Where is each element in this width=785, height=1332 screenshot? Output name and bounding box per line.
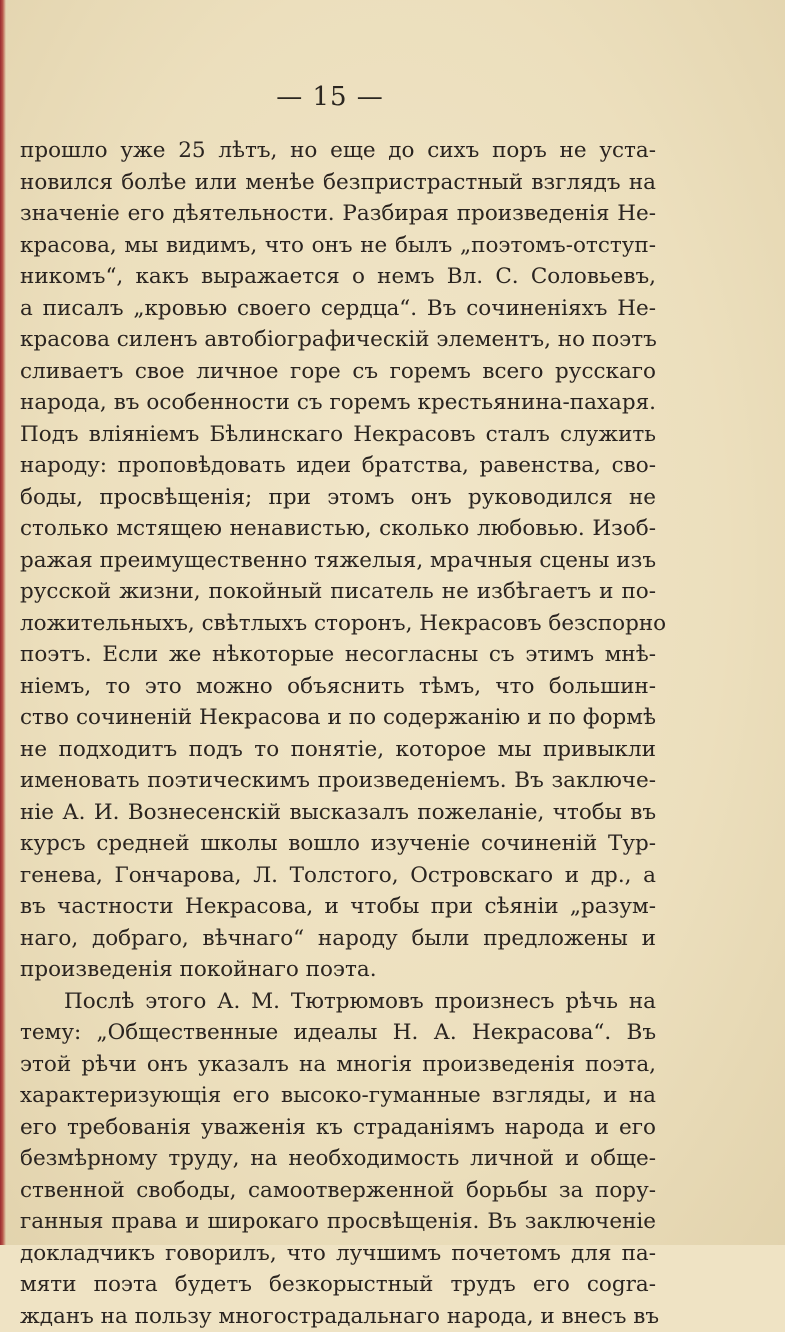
text-line: его требованія уваженія къ страданіямъ народа и его (20, 1112, 656, 1144)
text-line: ражая преимущественно тяжелыя, мрачныя сцены изъ (20, 545, 656, 577)
text-line: въ частности Некрасова, и чтобы при сѣяніи „разум- (20, 891, 656, 923)
text-line: произведенія покойнаго поэта. (20, 954, 656, 986)
text-line: именовать поэтическимъ произведеніемъ. Въ заключе- (20, 765, 656, 797)
text-line: красова силенъ автобіографическій элементъ, но поэтъ (20, 324, 656, 356)
page-number: — 15 — (0, 82, 660, 112)
text-line: не подходитъ подъ то понятіе, которое мы привыкли (20, 734, 656, 766)
text-line: ство сочиненій Некрасова и по содержанію и по формѣ (20, 702, 656, 734)
text-line: ственной свободы, самоотверженной борьбы за пору- (20, 1175, 656, 1207)
text-line: ложительныхъ, свѣтлыхъ сторонъ, Некрасовъ безспорно (20, 608, 656, 640)
text-line: значеніе его дѣятельности. Разбирая произведенія Не- (20, 198, 656, 230)
text-line: мяти поэта будетъ безкорыстный трудъ его сogra- (20, 1269, 656, 1301)
text-line: красова, мы видимъ, что онъ не былъ „поэтомъ-отступ- (20, 230, 656, 262)
text-line: поэтъ. Если же нѣкоторые несогласны съ этимъ мнѣ- (20, 639, 656, 671)
text-line: ніемъ, то это можно объяснить тѣмъ, что большин- (20, 671, 656, 703)
text-line: боды, просвѣщенія; при этомъ онъ руководился не (20, 482, 656, 514)
text-line: народу: проповѣдовать идеи братства, равенства, сво- (20, 450, 656, 482)
text-line: жданъ на пользу многострадальнаго народа, и внесъ въ (20, 1301, 656, 1332)
text-line: этой рѣчи онъ указалъ на многія произведенія поэта, (20, 1049, 656, 1081)
text-line: ніе А. И. Вознесенскій высказалъ пожеланіе, чтобы въ (20, 797, 656, 829)
text-line: никомъ“, какъ выражается о немъ Вл. С. Соловьевъ, (20, 261, 656, 293)
text-line: русской жизни, покойный писатель не избѣгаетъ и по- (20, 576, 656, 608)
text-line: Подъ вліяніемъ Бѣлинскаго Некрасовъ сталъ служить (20, 419, 656, 451)
text-line: генева, Гончарова, Л. Толстого, Островскаго и др., а (20, 860, 656, 892)
text-line: безмѣрному труду, на необходимость личной и обще- (20, 1143, 656, 1175)
page-binding-edge (0, 0, 6, 1245)
text-body (20, 135, 656, 1332)
text-line: ганныя права и широкаго просвѣщенія. Въ заключеніе (20, 1206, 656, 1238)
text-line: докладчикъ говорилъ, что лучшимъ почетомъ для па- (20, 1238, 656, 1270)
text-line: тему: „Общественные идеалы Н. А. Некрасова“. Въ (20, 1017, 656, 1049)
text-line: курсъ средней школы вошло изученіе сочиненій Тур- (20, 828, 656, 860)
text-line: прошло уже 25 лѣтъ, но еще до сихъ поръ не уста- (20, 135, 656, 167)
paragraph-2 (20, 986, 656, 1332)
text-line: наго, добраго, вѣчнаго“ народу были предложены и (20, 923, 656, 955)
text-line: столько мстящею ненавистью, сколько любовью. Изоб- (20, 513, 656, 545)
text-line: новился болѣе или менѣе безпристрастный взглядъ на (20, 167, 656, 199)
text-line: а писалъ „кровью своего сердца“. Въ сочиненіяхъ Не- (20, 293, 656, 325)
text-line: Послѣ этого А. М. Тютрюмовъ произнесъ рѣчь на (20, 986, 656, 1018)
text-line: народа, въ особенности съ горемъ крестьянина-пахаря. (20, 387, 656, 419)
paragraph-1 (20, 135, 656, 986)
text-line: характеризующія его высоко-гуманные взгляды, и на (20, 1080, 656, 1112)
text-line: сливаетъ свое личное горе съ горемъ всего русскаго (20, 356, 656, 388)
